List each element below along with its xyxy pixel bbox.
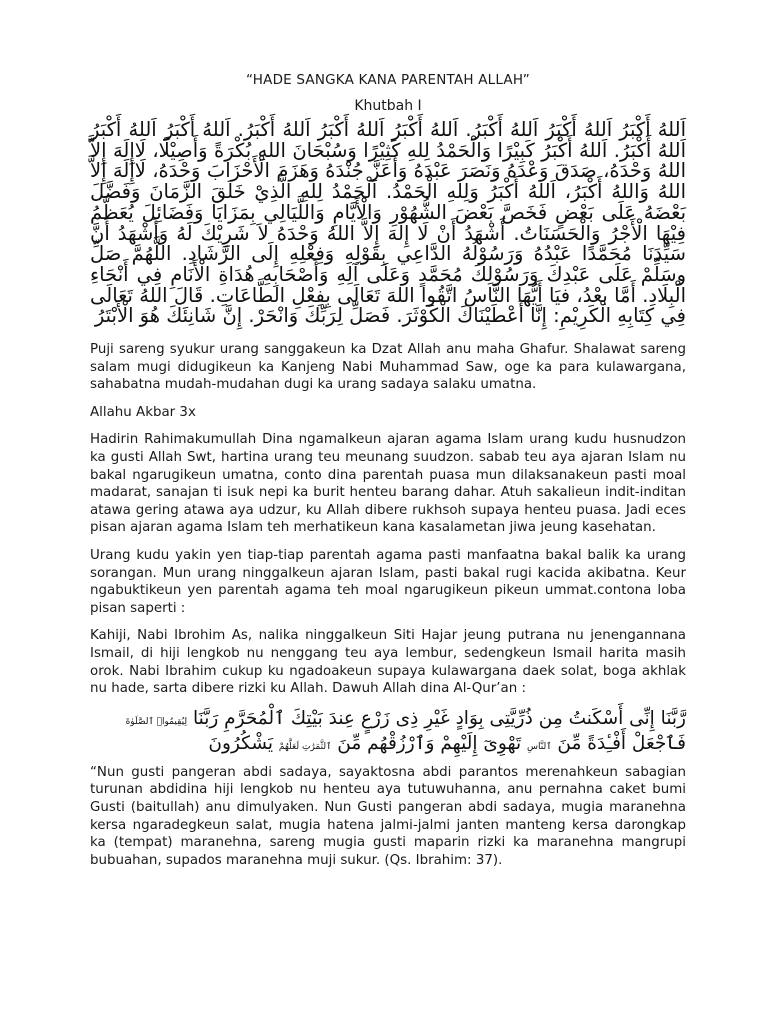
verse-line-2c: يَشْكُرُونَ xyxy=(208,732,274,754)
paragraph-husnudzon: Hadirin Rahimakumullah Dina ngamalkeun ajaran agama Islam urang kudu husnudzon ka gusti Allah Swt, hartina urang teu meunang suudzon. sabab teu aya ajaran Islam nu bakal ngarugikeun umatna, conto dina parentah puasa mun dilaksanakeun pasti moal madarat, sanajan ti isuk nepi ka burit henteu barang dahar. Atuh sakalieun indit-inditan atawa gering atawa aya udzur, ku Allah dibere rukhsoh supaya henteu puasa. Jadi eces pisan ajaran agama Islam teh merhatikeun kana kasalametan jiwa jeung kasehatan. xyxy=(90,432,686,536)
arabic-opening-text: اَللهُ أَكْبَرُ اَللهُ أَكْبَرُ اَللهُ أَكْبَرُ. اَللهُ أَكْبَرُ اَللهُ أَكْبَرُ اَللهُ أَكْبَرُ. اَللهُ أَكْبَرُ اَللهُ أَكْبَرُ اَللهُ أَكْبَرُ. اَللهُ أَكْبَرُ كَبِيْرًا وَالْحَمْدُ لِلهِ كَثِيْرًا وَسُبْحَانَ اللهِ بُكْرَةً وَأَصِيْلًا، لَاإِلَهَ إِلاَّ اللهُ وَحْدَهُ، صَدَقَ وَعْدَهُ وَنَصَرَ عَبْدَهُ وَأَعَزَّ جُنْدَهُ وَهَزَمَ الْأَحْزَابَ وَحْدَهُ، لَاإِلَهَ إِلاَّ اللهُ وَاللهُ أَكْبَرُ، اَللهُ أَكْبَرُ وَلِلهِ الْحَمْدُ. اَلْحَمْدُ لِلهِ الَّذِيْ خَلَقَ الزَّمَانَ وَفَضَّلَ بَعْضَهُ عَلَى بَعْضٍ فَخَصَّ بَعْضَ الشُّهُوْرِ وَالْأَيَّامِ وَاللَّيَالِي بِمَزَايَا وَفَضَائِلَ يُعَظَّمُ فِيْهَا الْأَجْرُ وَالْحَسَنَاتُ. أَشْهَدُ أَنْ لَا إِلَهَ إِلاَّ اللهُ وَحْدَهُ لاَ شَرِيْكَ لَهُ وَأَشْهَدُ أَنَّ سَيِّدَنَا مُحَمَّدًا عَبْدُهُ وَرَسُوْلُهُ الدَّاعِي بِقَوْلِهِ وَفِعْلِهِ إِلَى الرَّشَادِ. اللَّهُمَّ صَلِّ وسَلِّمْ عَلَى عَبْدِكَ وَرَسُوْلِكَ مُحَمَّدٍ وَعَلَى آلِهِ وَأَصْحَابِهِ هُدَاةِ الْأَنَامِ فِي أَنْحَاءِ الْبِلَادِ. أَمَّا بعْدُ، فيَا أَيُّهَا النَّاسُ اتَّقُوا اللهَ تَعَالَى بِفِعْلِ الطَّاعَاتِ. قَالَ اللهُ تَعَالَى فِي كِتَابِهِ الْكَرِيْمِ: إِنَّا أَعْطَيْنَاكَ الْكَوْثَرَ. فَصَلِّ لِرَبِّكَ وَانْحَرْ. إِنَّ شَانِئَكَ هُوَ الْأَبْتَرُ xyxy=(90,118,686,328)
verse-small-text-3: ٱلثَّمَرَٰتِ لَعَلَّهُمْ xyxy=(278,741,332,752)
takbir-line: Allahu Akbar 3x xyxy=(90,404,196,420)
paragraph-praise: Puji sareng syukur urang sanggakeun ka Dzat Allah anu maha Ghafur. Shalawat sareng salam mugi didugikeun ka Kanjeng Nabi Muhammad Saw, oge ka para kulawargana, sahabatna mudah-mudahan dugi ka urang sadaya salaku umatna. xyxy=(90,342,686,393)
document-subtitle: Khutbah I xyxy=(354,98,422,114)
quran-verse xyxy=(90,708,686,758)
paragraph-yakin: Urang kudu yakin yen tiap-tiap parentah agama pasti manfaatna bakal balik ka urang sorangan. Mun urang ninggalkeun ajaran Islam, pasti bakal rugi kacida akibatna. Keur ngabuktikeun yen parentah agama teh moal ngarugikeun pikeun ummat.contona loba pisan saperti : xyxy=(90,547,686,616)
verse-main-text: رَّبَّنَا إِنِّى أَسْكَنتُ مِن ذُرِّيَّتِى بِوَادٍ غَيْرِ ذِى زَرْعٍ عِندَ بَيْتِكَ ٱلْمُحَرَّمِ رَبَّنَا xyxy=(193,707,686,729)
verse-line-2: فَٱجْعَلْ أَفْـِٔدَةً مِّنَ xyxy=(557,732,686,754)
paragraph-translation: “Nun gusti pangeran abdi sadaya, sayaktosna abdi parantos merenahkeun sabagian turunan abdidina hiji lengkob nu henteu aya tutuwuhanna, anu pernahna caket bumi Gusti (baitullah) anu dimulyaken. Nun Gusti pangeran abdi sadaya, mugia maranehna kersa ngaradegkeun salat, mugia hatena jalmi-jalmi janten manteng kersa darongkap ka (tempat) maranehna, sareng mugia gusti maparin rizki ka maranehna mangrupi bubuahan, supados maranehna muji sukur. (Qs. Ibrahim: 37). xyxy=(90,764,686,868)
paragraph-kahiji: Kahiji, Nabi Ibrohim As, nalika ninggalkeun Siti Hajar jeung putrana nu jenengannana Ismail, di hiji lengkob nu nenggang teu aya lembur, sedengkeun Ismail harita masih orok. Nabi Ibrahim cukup ku ngadoakeun supaya kulawargana daek solat, boga akhlak nu hade, sarta dibere rizki ku Allah. Dawuh Allah dina Al-Qur’an : xyxy=(90,628,686,697)
document-title: “HADE SANGKA KANA PARENTAH ALLAH” xyxy=(246,72,530,88)
verse-small-text-1: لِيُقِيمُوا۟ ٱلصَّلَوٰةَ xyxy=(125,716,188,727)
verse-line-2b: تَهْوِىٓ إِلَيْهِمْ وَٱرْزُقْهُم مِّنَ xyxy=(337,732,522,754)
verse-small-text-2: ٱلنَّاسِ xyxy=(527,741,552,752)
